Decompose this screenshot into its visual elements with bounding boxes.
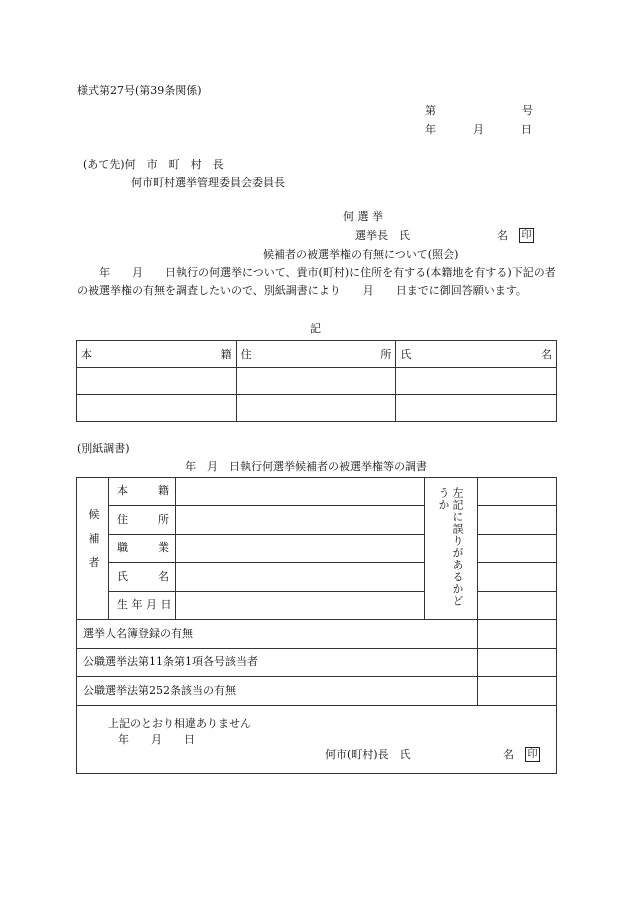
addressee-line1: (あて先)何 市 町 村 長	[83, 158, 224, 171]
divider	[477, 591, 557, 592]
seal-mark: 印	[525, 747, 540, 762]
date-year: 年	[425, 123, 436, 136]
divider	[424, 477, 425, 619]
date-day: 日	[521, 123, 532, 136]
seal-mark: 印	[519, 228, 534, 243]
col-jusho-left: 住	[240, 348, 252, 361]
divider	[175, 477, 176, 619]
row-shokugyo	[117, 534, 169, 562]
table-row	[77, 395, 557, 422]
row-jusho	[117, 506, 169, 534]
row-label-left: 職	[117, 541, 128, 554]
mayor-name-label: 名	[503, 748, 514, 761]
divider	[477, 562, 557, 563]
col-honseki-left: 本	[81, 348, 92, 361]
row-label-left: 氏	[117, 570, 128, 583]
divider	[76, 705, 557, 706]
divider	[477, 534, 557, 535]
date-month: 月	[473, 123, 484, 136]
candidate-group-label: 候補者	[88, 508, 100, 569]
doc-number-prefix: 第	[425, 104, 436, 117]
item-voter-registry: 選挙人名簿登録の有無	[83, 627, 193, 640]
addressee-line2: 何市町村選挙管理委員会委員長	[131, 176, 285, 189]
row-label-right: 名	[158, 570, 169, 583]
col-shimei-left: 氏	[400, 348, 412, 361]
col-jusho-right: 所	[380, 348, 392, 361]
sender-line1: 何 選 挙	[343, 210, 383, 223]
body-text: 年 月 日執行の何選挙について、貴市(町村)に住所を有する(本籍地を有する)下記の者の被選挙権の有無を調査したいので、別紙調書により 月 日までに御回答願います。	[77, 266, 556, 297]
row-label-left: 本	[117, 484, 128, 497]
error-check-label: 左記に誤りがあるかどうか	[437, 487, 464, 607]
form-number: 様式第27号(第39条関係)	[77, 84, 202, 97]
row-honseki	[117, 477, 169, 505]
row-label-right: 籍	[158, 484, 169, 497]
attachment-title: 年 月 日執行何選挙候補者の被選挙権等の調書	[185, 460, 427, 473]
subject: 候補者の被選挙権の有無について(照会)	[263, 248, 459, 261]
doc-number-suffix: 号	[522, 104, 533, 117]
table-row	[77, 368, 557, 395]
sender-seal	[519, 228, 534, 243]
row-label-left: 住	[117, 513, 128, 526]
candidate-table	[76, 340, 557, 422]
row-label-right: 所	[158, 513, 169, 526]
mayor-prefix: 何市(町村)長 氏	[325, 748, 411, 761]
divider	[477, 505, 557, 506]
attachment-label: (別紙調書)	[77, 442, 130, 455]
col-honseki-right: 籍	[220, 348, 232, 361]
divider	[108, 477, 109, 619]
item-article-11: 公職選挙法第11条第1項各号該当者	[83, 655, 258, 668]
ki-label: 記	[310, 322, 321, 335]
row-birthdate	[117, 591, 173, 619]
mayor-seal	[525, 747, 540, 762]
sender-prefix: 選挙長 氏	[355, 229, 410, 242]
sender-name-label: 名	[497, 229, 508, 242]
confirm-text: 上記のとおり相違ありません	[108, 717, 251, 730]
col-shimei-right: 名	[541, 348, 552, 361]
item-article-252: 公職選挙法第252条該当の有無	[83, 684, 236, 697]
row-shimei	[117, 563, 169, 591]
row-label-left: 生 年 月 日	[117, 598, 172, 611]
divider	[477, 477, 478, 705]
confirm-date: 年 月 日	[118, 733, 195, 746]
row-label-right: 業	[158, 541, 169, 554]
